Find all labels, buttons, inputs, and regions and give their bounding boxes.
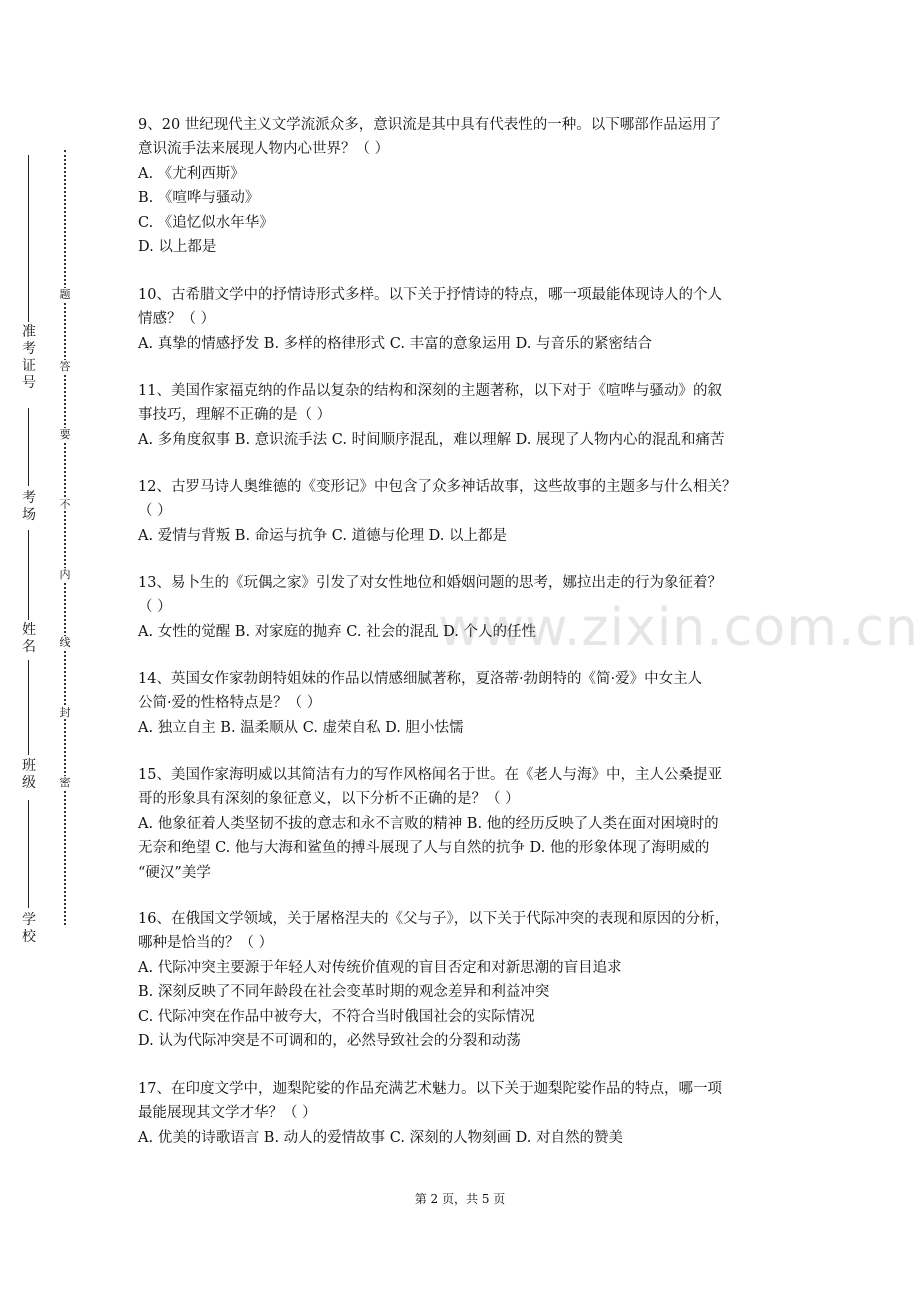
seal-char: 密 [59,776,71,789]
option-d: D. 以上都是 [138,239,217,256]
question-text: 15、美国作家海明威以其简洁有力的写作风格闻名于世。在《老人与海》中，主人公桑提亚 [138,767,722,783]
exam-id-line [28,155,29,322]
option-c: C. 代际冲突在作品中被夸大，不符合当时俄国社会的实际情况 [138,1008,535,1025]
options-row: A. 真挚的情感抒发 B. 多样的格律形式 C. 丰富的意象运用 D. 与音乐的紧密结合 [138,335,653,352]
seal-char: 答 [59,360,71,373]
options-row: A. 女性的觉醒 B. 对家庭的抛弃 C. 社会的混乱 D. 个人的任性 [138,623,537,640]
options-row: A. 爱情与背叛 B. 命运与抗争 C. 道德与伦理 D. 以上都是 [138,527,508,544]
school-line [28,800,29,908]
question-11 [138,379,793,452]
question-text: 13、易卜生的《玩偶之家》引发了对女性地位和婚姻问题的思考，娜拉出走的行为象征着？ [138,575,722,591]
school-label: 学校 [22,912,36,945]
question-12 [138,475,793,548]
seal-char: 不 [59,498,71,511]
options-text: A. 他象征着人类坚韧不拔的意志和永不言败的精神 B. 他的经历反映了人类在面对困境时的 [138,815,719,832]
question-text: 10、古希腊文学中的抒情诗形式多样。以下关于抒情诗的特点，哪一项最能体现诗人的个人 [138,287,722,303]
question-text: 情感？（ ） [138,311,216,328]
options-text: 无奈和绝望 C. 他与大海和鲨鱼的搏斗展现了人与自然的抗争 D. 他的形象体现了海明威的 [138,840,710,857]
question-16 [138,907,793,1053]
question-13 [138,571,793,644]
exam-room-line [28,408,29,486]
question-14 [138,667,793,740]
question-text: 哪种是恰当的？（ ） [138,935,274,952]
question-text: 17、在印度文学中，迦梨陀娑的作品充满艺术魅力。以下关于迦梨陀娑作品的特点，哪一项 [138,1081,722,1097]
question-text: 12、古罗马诗人奥维德的《变形记》中包含了众多神话故事，这些故事的主题多与什么相关？ [138,479,737,495]
name-line [28,530,29,620]
question-text: 9、20 世纪现代主义文学流派众多，意识流是其中具有代表性的一种。以下哪部作品运用了 [138,117,722,133]
seal-char: 题 [59,288,71,301]
question-text: 哥的形象具有深刻的象征意义，以下分析不正确的是？（ ） [138,791,520,808]
question-text: 公简·爱的性格特点是？（ ） [138,695,322,712]
question-15 [138,763,793,885]
page-footer: 第 2 页，共 5 页 [414,1192,506,1206]
option-a: A. 代际冲突主要源于年轻人对传统价值观的盲目否定和对新思潮的盲目追求 [138,959,622,976]
options-row: A. 独立自主 B. 温柔顺从 C. 虚荣自私 D. 胆小怯懦 [138,719,464,736]
option-b: B. 深刻反映了不同年龄段在社会变革时期的观念差异和利益冲突 [138,984,550,1001]
question-text: 事技巧，理解不正确的是（ ） [138,407,332,424]
question-text: 最能展现其文学才华？（ ） [138,1105,317,1122]
name-label: 姓名 [22,622,36,655]
watermark: www.zixin.com.cn [438,598,919,658]
question-9 [138,113,793,259]
seal-char: 封 [59,706,71,719]
option-d: D. 认为代际冲突是不可调和的，必然导致社会的分裂和动荡 [138,1033,521,1050]
question-text: 16、在俄国文学领域，关于屠格涅夫的《父与子》，以下关于代际冲突的表现和原因的分析， [138,911,730,927]
binding-margin [0,0,100,1302]
seal-dotted-line [64,150,66,925]
options-text: “硬汉”美学 [138,864,211,881]
question-10 [138,283,793,356]
question-text: （ ） [138,503,172,520]
option-a: A. 《尤利西斯》 [138,165,245,182]
option-b: B. 《喧哗与骚动》 [138,190,260,207]
question-text: 11、美国作家福克纳的作品以复杂的结构和深刻的主题著称，以下对于《喧哗与骚动》的叙 [138,383,722,399]
exam-id-label: 准考证号 [22,324,36,391]
question-text: （ ） [138,599,172,616]
option-c: C. 《追忆似水年华》 [138,214,274,231]
exam-room-label: 考场 [22,490,36,523]
seal-char: 要 [59,428,71,441]
options-row: A. 优美的诗歌语言 B. 动人的爱情故事 C. 深刻的人物刻画 D. 对自然的赞美 [138,1129,624,1146]
seal-char: 内 [59,568,71,581]
options-row: A. 多角度叙事 B. 意识流手法 C. 时间顺序混乱，难以理解 D. 展现了人物内心的混乱和痛苦 [138,431,725,448]
class-line [28,660,29,755]
question-text: 14、英国女作家勃朗特姐妹的作品以情感细腻著称，夏洛蒂·勃朗特的《简·爱》中女主人 [138,671,703,687]
class-label: 班级 [22,758,36,791]
seal-char: 线 [59,636,71,649]
question-17 [138,1077,793,1150]
question-text: 意识流手法来展现人物内心世界？（ ） [138,141,390,158]
